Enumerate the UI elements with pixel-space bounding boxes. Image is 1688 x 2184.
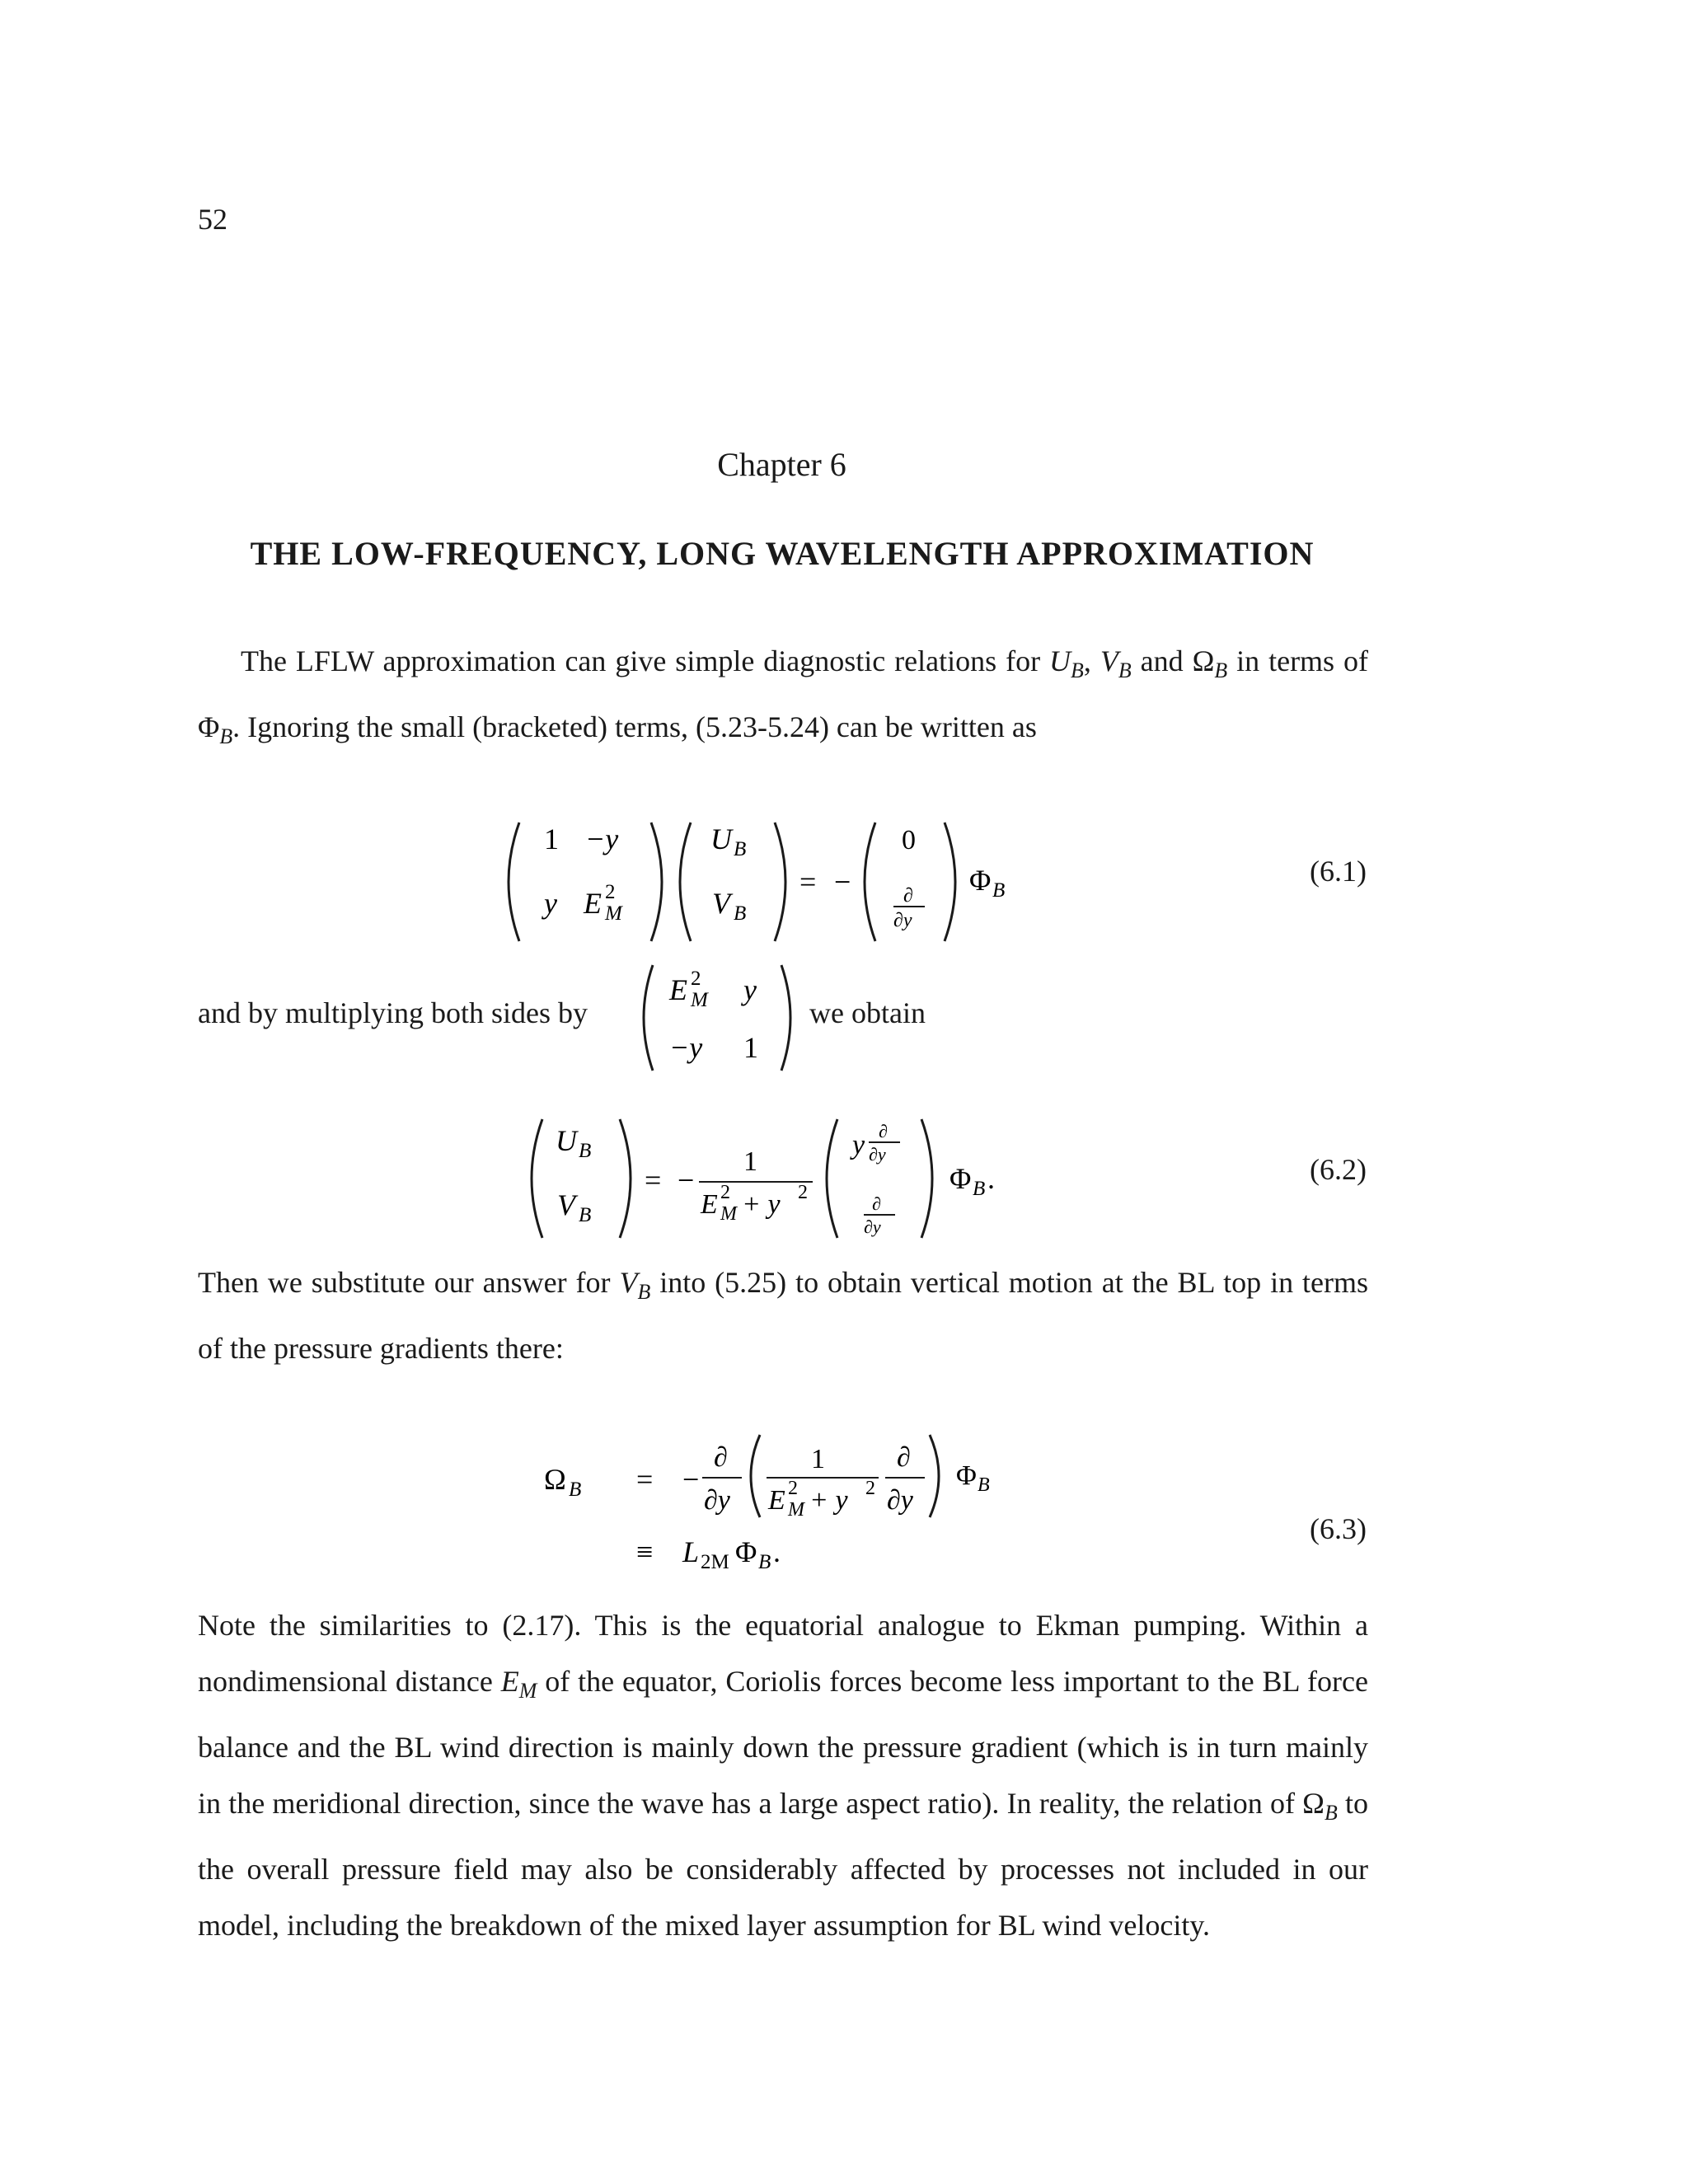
vector-cell: V [557,1188,575,1221]
partial-numerator: ∂ [903,885,913,907]
superscript: 2 [720,1182,730,1203]
vector-cell: U [556,1124,577,1157]
superscript: 2 [788,1478,798,1499]
paren-right [651,823,662,941]
matrix-cell: E [669,973,687,1006]
paren-left [509,823,519,941]
matrix-cell: −y [585,823,619,855]
subscript: B [992,879,1006,902]
paren-right [945,823,955,941]
operator-symbol: L [682,1535,700,1568]
superscript: 2 [691,968,701,990]
phi-symbol: Φ [969,864,992,897]
intro-paragraph: The LFLW approximation can give simple diagnostic relations for $U_B$, $V_B$ and $\Omega_B$ in terms of $\Phi_B$. Ignoring the small (bracketed) terms, (5.23-5.24) can be written as [198,644,1369,748]
paren-right [620,1119,631,1238]
subscript: M [788,1499,804,1521]
paren-left [827,1119,837,1238]
partial-numerator: ∂ [872,1193,881,1214]
fraction-denominator: + y [742,1189,781,1220]
matrix-cell: 1 [544,823,559,855]
subscript: B [579,1140,592,1162]
period: . [773,1535,781,1568]
matrix-cell: E [584,887,602,920]
subscript: M [605,902,622,925]
superscript: 2 [605,881,616,903]
matrix-cell: 1 [743,1031,758,1064]
equation-6-1 [495,816,1071,948]
partial-numerator: ∂ [879,1121,888,1141]
equation-6-3 [544,1430,1055,1574]
substitution-paragraph: Then we substitute our answer for $V_B$ into (5.25) to obtain vertical motion at the BL top in terms of the pressure gradients there: [198,1266,1368,1365]
vector-cell: U [710,823,732,855]
subscript: B [973,1178,986,1200]
fraction-denominator: E [701,1189,718,1220]
vector-cell: 0 [902,825,916,855]
equation-number: (6.2) [1310,1153,1367,1186]
matrix-cell: y [544,887,557,920]
paren-right [775,823,785,941]
equals-sign: = [636,1463,654,1496]
chapter-label: Chapter 6 [717,446,846,483]
period: . [987,1162,995,1195]
paren-left [532,1119,542,1238]
vector-cell: y [852,1130,865,1160]
minus-sign: − [682,1463,700,1496]
subscript: B [579,1204,592,1226]
subscript: B [569,1479,582,1501]
paren-left [865,823,875,941]
equation-number: (6.3) [1310,1512,1367,1545]
superscript: 2 [798,1182,808,1203]
partial-denominator: ∂y [704,1485,730,1516]
chapter-title: THE LOW-FREQUENCY, LONG WAVELENGTH APPROXIMATION [250,535,1315,572]
multiplier-matrix [635,960,799,1076]
subscript: 2M [701,1551,729,1573]
phi-symbol: Φ [950,1162,972,1195]
subscript: M [691,989,708,1011]
partial-denominator: ∂y [864,1216,881,1237]
fraction-numerator: 1 [811,1444,825,1474]
page-number: 52 [198,203,227,236]
subscript: B [734,838,747,860]
equation-number: (6.1) [1310,855,1367,888]
phi-symbol: Φ [956,1460,977,1491]
obtain-text: we obtain [809,996,926,1029]
paren-right [930,1435,939,1517]
multiply-text: and by multiplying both sides by [198,996,588,1029]
partial-numerator: ∂ [714,1442,728,1473]
equation-6-2 [519,1113,1030,1244]
partial-denominator: ∂y [893,910,912,931]
equals-sign: = [645,1164,662,1197]
minus-sign: − [834,865,851,898]
matrix-cell: y [743,973,757,1006]
subscript: B [734,902,747,925]
paren-right [921,1119,932,1238]
vector-cell: V [712,887,730,920]
equivalence-sign: ≡ [636,1535,654,1568]
paren-left [680,823,691,941]
phi-symbol: Φ [735,1535,757,1568]
subscript: M [720,1203,737,1225]
discussion-paragraph: Note the similarities to (2.17). This is the equatorial analogue to Ekman pumping. Within a nondimensional distance $E_M$ of the equator, Coriolis forces become less important to the BL force balance and the BL wind direction is mainly down the pressure gradient (which is in turn mainly in the meridional direction, since the wave has a large aspect ratio). In reality, the relation of $\Omega_B$ to the overall pressure field may also be considerably affected by processes not included in our model, including the breakdown of the mixed layer assumption for BL wind velocity. [198,1609,1368,1942]
equals-sign: = [799,865,817,898]
partial-denominator: ∂y [887,1485,913,1516]
fraction-denominator: + y [809,1485,848,1516]
matrix-cell: −y [669,1031,703,1064]
minus-sign: − [678,1164,695,1197]
subscript: B [978,1474,990,1496]
partial-numerator: ∂ [897,1442,911,1473]
paren-left [751,1435,760,1517]
superscript: 2 [865,1478,875,1499]
omega-symbol: Ω [544,1463,566,1496]
paren-left [644,965,653,1071]
paren-right [781,965,790,1071]
subscript: B [758,1551,771,1573]
partial-denominator: ∂y [869,1144,886,1165]
fraction-denominator: E [768,1485,785,1516]
fraction-numerator: 1 [743,1146,757,1177]
